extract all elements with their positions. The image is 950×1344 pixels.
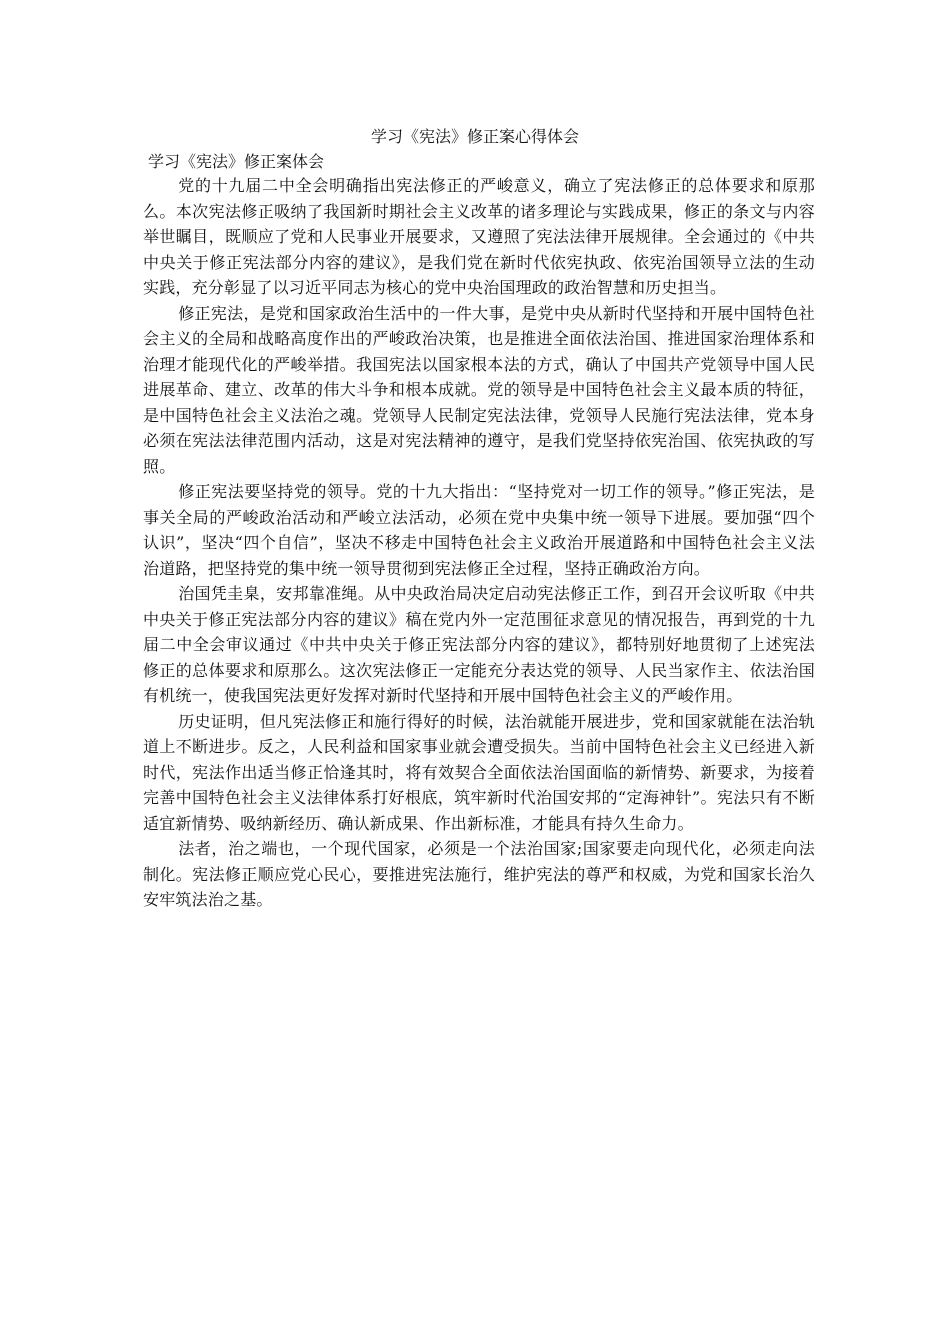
- paragraph-3: 修正宪法要坚持党的领导。党的十九大指出：“坚持党对一切工作的领导。”修正宪法，是事关全局的严峻政治活动和严峻立法活动，必须在党中央集中统一领导下进展。要加强“四个认识”，坚决“四个自信”，坚决不移走中国特色社会主义政治开展道路和中国特色社会主义法治道路，把坚持党的集中统一领导贯彻到宪法修正全过程，坚持正确政治方向。: [143, 482, 815, 578]
- paragraph-5: 历史证明，但凡宪法修正和施行得好的时候，法治就能开展进步，党和国家就能在法治轨道上不断进步。反之，人民利益和国家事业就会遭受损失。当前中国特色社会主义已经进入新时代，宪法作出适当修正恰逢其时，将有效契合全面依法治国面临的新情势、新要求，为接着完善中国特色社会主义法律体系打好根底，筑牢新时代治国安邦的“定海神针”。宪法只有不断适宜新情势、吸纳新经历、确认新成果、作出新标准，才能具有持久生命力。: [143, 711, 815, 833]
- paragraph-6: 法者，治之端也，一个现代国家，必须是一个法治国家;国家要走向现代化，必须走向法制化。宪法修正顺应党心民心，要推进宪法施行，维护宪法的尊严和权威，为党和国家长治久安牢筑法治之基。: [143, 839, 815, 909]
- paragraph-1: 党的十九届二中全会明确指出宪法修正的严峻意义，确立了宪法修正的总体要求和原那么。本次宪法修正吸纳了我国新时期社会主义改革的诸多理论与实践成果，修正的条文与内容举世瞩目，既顺应了党和人民事业开展要求，又遵照了宪法法律开展规律。全会通过的《中共中央关于修正宪法部分内容的建议》，是我们党在新时代依宪执政、依宪治国领导立法的生动实践，充分彰显了以习近平同志为核心的党中央治国理政的政治智慧和历史担当。: [143, 176, 815, 297]
- paragraph-4: 治国凭圭臬，安邦靠准绳。从中央政治局决定启动宪法修正工作，到召开会议听取《中共中央关于修正宪法部分内容的建议》稿在党内外一定范围征求意见的情况报告，再到党的十九届二中全会审议通过《中共中央关于修正宪法部分内容的建议》，都特别好地贯彻了上述宪法修正的总体要求和原那么。这次宪法修正一定能充分表达党的领导、人民当家作主、依法治国有机统一，使我国宪法更好发挥对新时代坚持和开展中国特色社会主义的严峻作用。: [143, 584, 815, 705]
- paragraph-2: 修正宪法，是党和国家政治生活中的一件大事，是党中央从新时代坚持和开展中国特色社会主义的全局和战略高度作出的严峻政治决策，也是推进全面依法治国、推进国家治理体系和治理才能现代化的严峻举措。我国宪法以国家根本法的方式，确认了中国共产党领导中国人民进展革命、建立、改革的伟大斗争和根本成就。党的领导是中国特色社会主义最本质的特征，是中国特色社会主义法治之魂。党领导人民制定宪法法律，党领导人民施行宪法法律，党本身必须在宪法法律范围内活动，这是对宪法精神的遵守，是我们党坚持依宪治国、依宪执政的写照。: [143, 303, 815, 476]
- document-body: [143, 173, 815, 913]
- document-title: 学习《宪法》修正案心得体会: [370, 127, 579, 146]
- document-subtitle: 学习《宪法》修正案体会: [148, 152, 325, 171]
